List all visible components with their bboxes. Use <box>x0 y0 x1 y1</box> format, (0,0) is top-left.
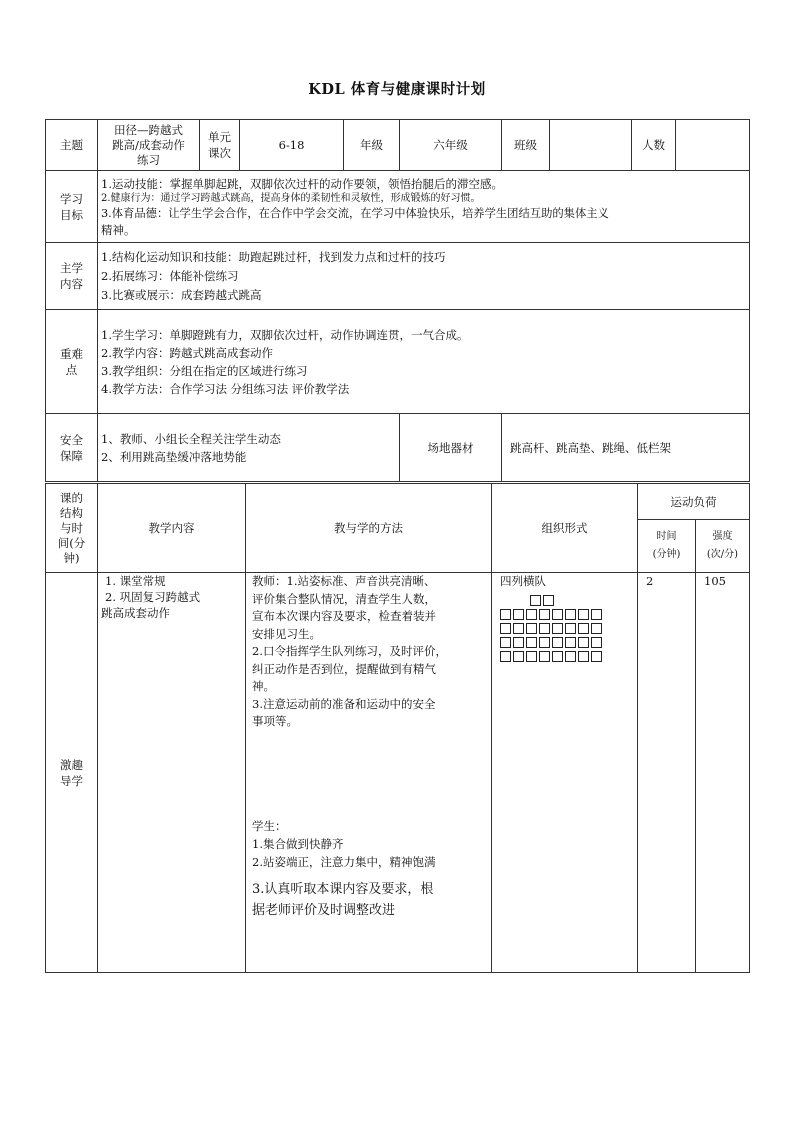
class-label: 班级 <box>502 120 550 171</box>
student-square <box>539 637 550 648</box>
teacher-methods: 教师：1.站姿标准、声音洪亮清晰、 评价集合整队情况，清查学生人数， 宣布本次课内容及要求，检查着装并 安排见习生。 2.口令指挥学生队列练习，及时评价， 纠正动作是否到位，提醒做到有精气 神。 3.注意运动前的准备和运动中的安全 事项等。 <box>252 574 447 728</box>
student-square <box>565 609 576 620</box>
student-square <box>539 651 550 662</box>
formation-row <box>500 609 634 620</box>
safety-label: 安全 保障 <box>46 414 98 482</box>
student-square <box>500 623 511 634</box>
student-square <box>500 651 511 662</box>
teaching-content-header: 教学内容 <box>98 484 246 573</box>
student-square <box>513 651 524 662</box>
stage-content: 1. 课堂常规 2. 巩固复习跨越式 跳高成套动作 <box>98 573 246 973</box>
key-points-label: 重难 点 <box>46 310 98 414</box>
student-square <box>578 609 589 620</box>
count-value[interactable] <box>676 120 750 171</box>
student-square <box>565 623 576 634</box>
stage-methods <box>246 573 492 973</box>
load-header: 运动负荷 <box>638 484 750 520</box>
organization-label: 四列横队 <box>500 574 546 588</box>
content-text: 1.结构化运动知识和技能：助跑起跳过杆，找到发力点和过杆的技巧 2.拓展练习：体能补偿练习 3.比赛或展示：成套跨越式跳高 <box>98 243 750 310</box>
class-value[interactable] <box>550 120 632 171</box>
time-header: 时间 (分钟) <box>638 520 696 573</box>
stage-label: 激趣 导学 <box>46 573 98 973</box>
unit-label: 单元 课次 <box>200 120 240 171</box>
student-square <box>513 637 524 648</box>
student-square <box>552 623 563 634</box>
student-square <box>591 623 602 634</box>
formation-diagram <box>500 595 634 662</box>
equipment-value: 跳高杆、跳高垫、跳绳、低栏架 <box>502 414 750 482</box>
intensity-header: 强度 (次/分) <box>696 520 750 573</box>
unit-value: 6-18 <box>240 120 344 171</box>
student-square <box>565 651 576 662</box>
student-square <box>526 609 537 620</box>
student-square <box>539 609 550 620</box>
formation-row <box>500 651 634 662</box>
student-square <box>526 637 537 648</box>
page-title: KDL 体育与健康课时计划 <box>308 81 486 98</box>
stage-time: 2 <box>638 573 696 973</box>
stage-organization <box>492 573 638 973</box>
student-methods: 学生： 1.集合做到快静齐 2.站姿端正，注意力集中，精神饱满 <box>252 818 436 869</box>
goals-label: 学习 目标 <box>46 171 98 243</box>
student-square <box>578 637 589 648</box>
student-square <box>578 623 589 634</box>
student-square <box>526 651 537 662</box>
count-label: 人数 <box>632 120 676 171</box>
safety-text: 1、教师、小组长全程关注学生动态 2、利用跳高垫缓冲落地势能 <box>98 414 400 482</box>
student-square <box>526 623 537 634</box>
student-square <box>591 651 602 662</box>
topic-value: 田径—跨越式 跳高/成套动作 练习 <box>98 120 200 171</box>
student-square <box>513 623 524 634</box>
organization-header: 组织形式 <box>492 484 638 573</box>
student-square <box>565 637 576 648</box>
student-square <box>552 637 563 648</box>
student-square <box>500 609 511 620</box>
method-header: 教与学的方法 <box>246 484 492 573</box>
formation-row <box>500 623 634 634</box>
structure-col-header: 课的 结构 与时 间(分 钟) <box>46 484 98 573</box>
formation-row <box>500 637 634 648</box>
student-square <box>539 623 550 634</box>
grade-value: 六年级 <box>400 120 502 171</box>
student-square <box>513 609 524 620</box>
goals-text: 1.运动技能：掌握单脚起跳，双脚依次过杆的动作要领，领悟抬腿后的滞空感。 2.健康行为：通过学习跨越式跳高，提高身体的柔韧性和灵敏性，形成锻炼的好习惯。 3.体育品德：让学生学会合作，在合作中学会交流，在学习中体验快乐，培养学生团结互助的集体主义 精神。 <box>98 171 750 243</box>
student-square <box>500 637 511 648</box>
student-square <box>591 609 602 620</box>
equipment-label: 场地器材 <box>400 414 502 482</box>
student-square <box>552 609 563 620</box>
student-square <box>591 637 602 648</box>
content-label: 主学 内容 <box>46 243 98 310</box>
key-points-text: 1.学生学习：单脚蹬跳有力，双脚依次过杆，动作协调连贯，一气合成。 2.教学内容：跨越式跳高成套动作 3.教学组织：分组在指定的区域进行练习 4.教学方法：合作学习法 分组练习法 评价教学法 <box>98 310 750 414</box>
lesson-structure-table <box>45 483 750 973</box>
lesson-info-table <box>45 119 750 482</box>
topic-label: 主题 <box>46 120 98 171</box>
grade-label: 年级 <box>344 120 400 171</box>
student-square <box>578 651 589 662</box>
student-square <box>552 651 563 662</box>
student-methods-emphasis: 3.认真听取本课内容及要求，根 据老师评价及时调整改进 <box>252 881 434 918</box>
stage-intensity: 105 <box>696 573 750 973</box>
